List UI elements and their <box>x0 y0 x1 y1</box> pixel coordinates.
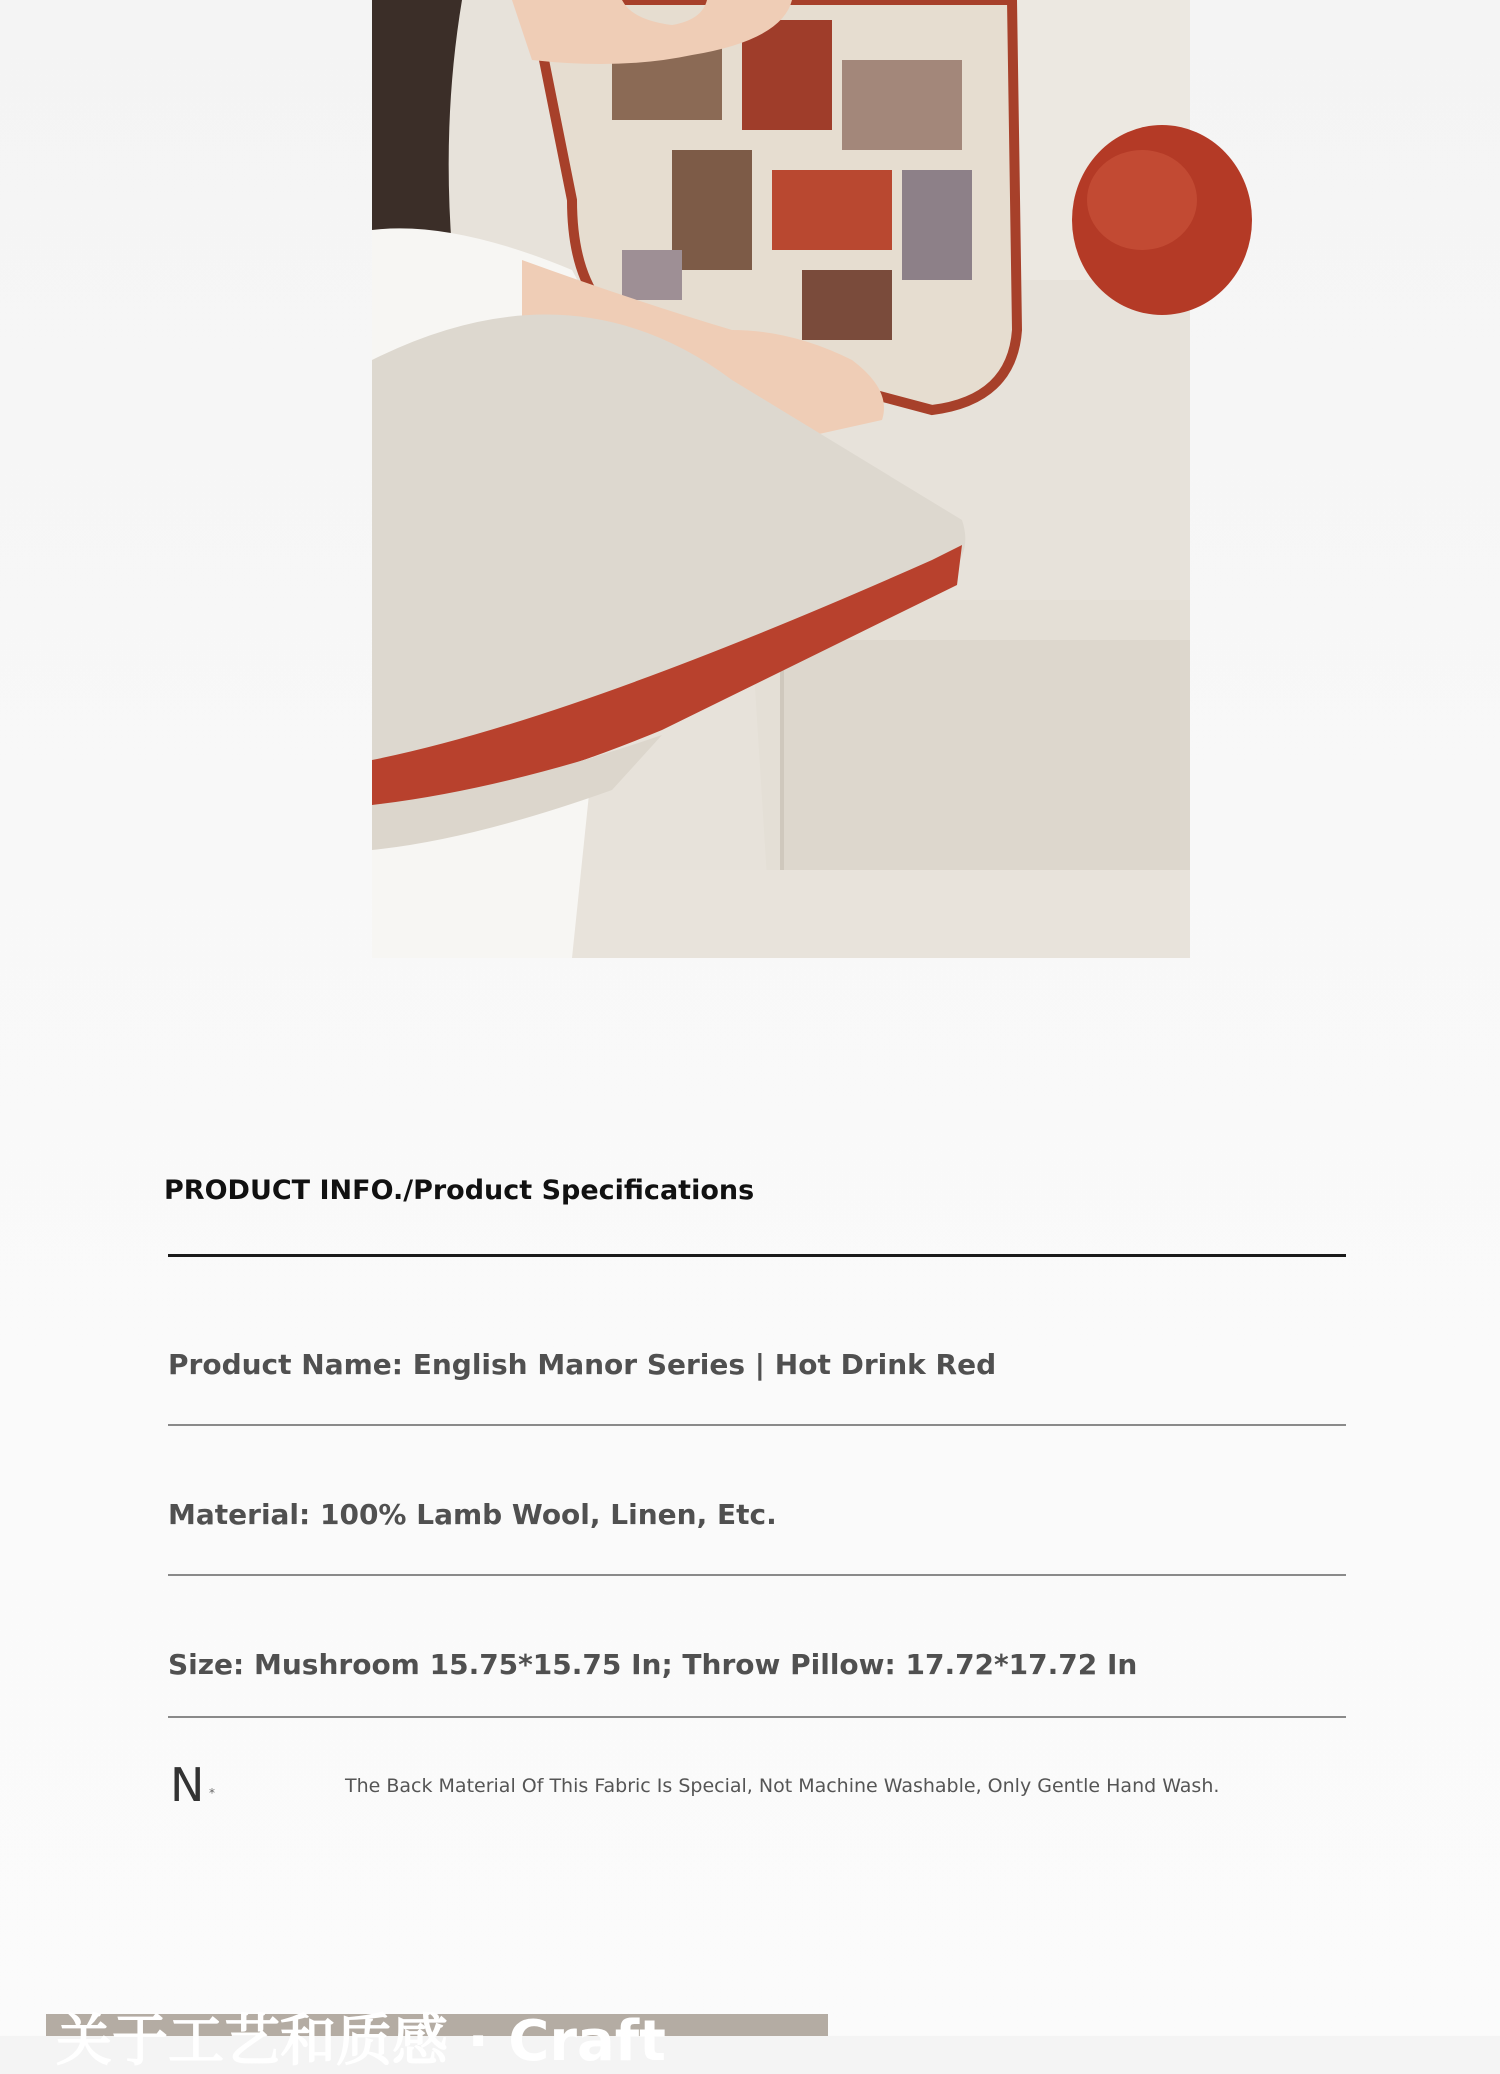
section-banner <box>46 2009 828 2074</box>
note-mark: N <box>170 1758 205 1812</box>
spec-divider <box>168 1424 1346 1426</box>
product-photo <box>372 0 1190 958</box>
note-mark-small: * <box>209 1786 215 1800</box>
care-note: The Back Material Of This Fabric Is Special, Not Machine Washable, Only Gentle Hand Wash. <box>345 1775 1220 1797</box>
spec-divider <box>168 1716 1346 1718</box>
spec-size: Size: Mushroom 15.75*15.75 In; Throw Pillow: 17.72*17.72 In <box>168 1648 1138 1681</box>
spec-product-name: Product Name: English Manor Series | Hot Drink Red <box>168 1348 997 1381</box>
product-photo-illustration <box>372 0 1190 958</box>
spec-divider-top <box>168 1254 1346 1257</box>
spec-heading: PRODUCT INFO./Product Specifications <box>164 1175 755 1206</box>
spec-divider <box>168 1574 1346 1576</box>
spec-material: Material: 100% Lamb Wool, Linen, Etc. <box>168 1498 777 1531</box>
section-banner-title: 关于工艺和质感 · Craft <box>56 2009 666 2074</box>
